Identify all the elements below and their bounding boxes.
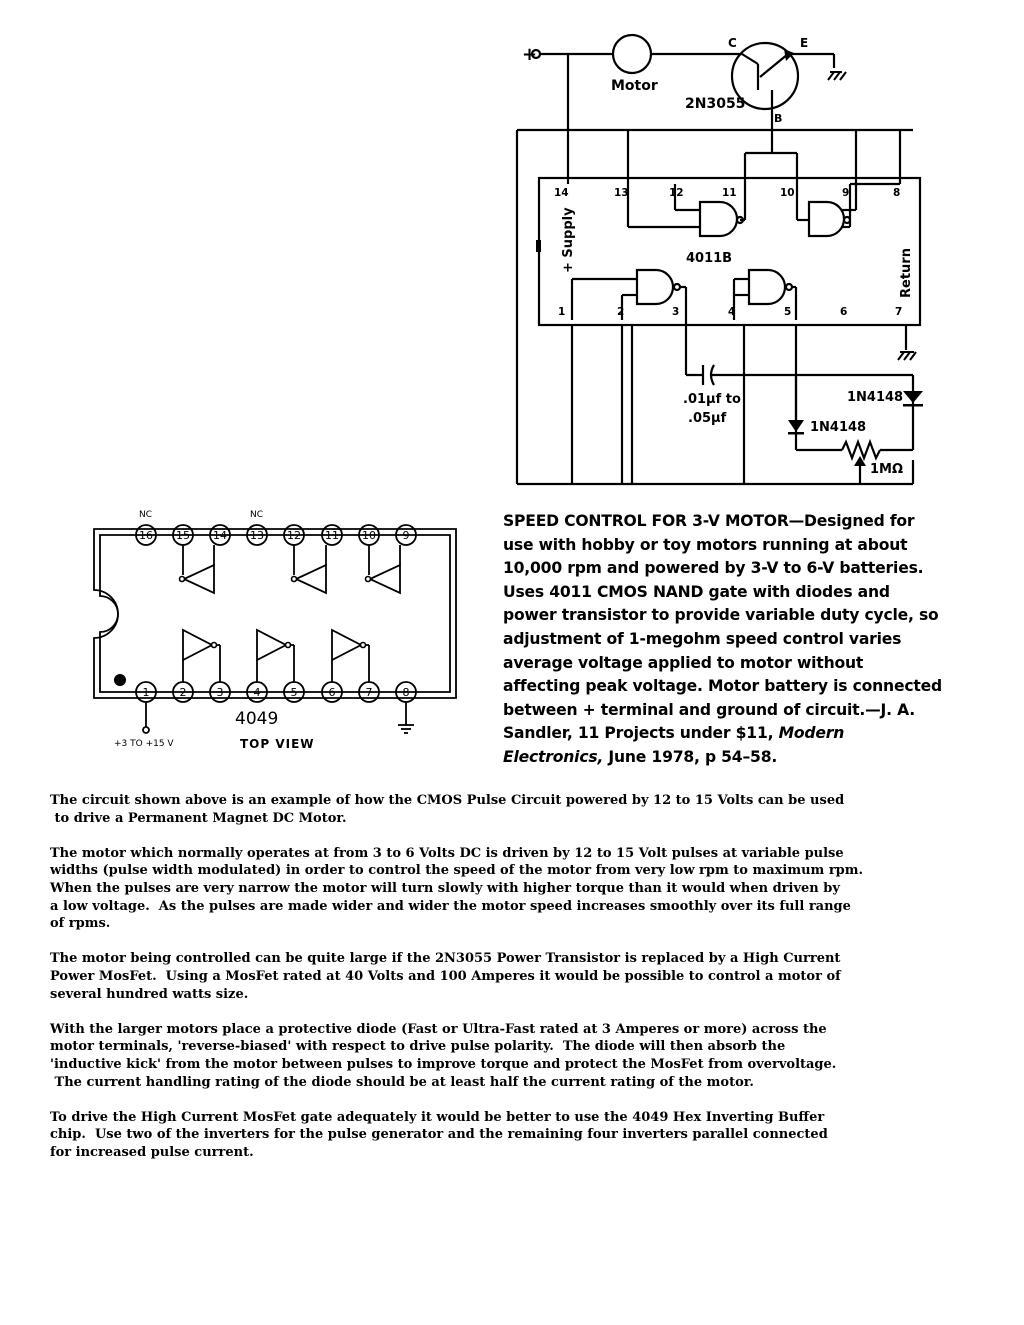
return-label: Return [899,248,914,298]
pin-number: 4 [728,306,736,318]
diode-lower-label: 1N4148 [810,420,867,435]
pot-value-label: 1MΩ [870,462,904,477]
motor-label: Motor [611,78,658,94]
pin-number: 3 [672,306,680,318]
pin-number: 2 [617,306,625,318]
caption-source: Modern Electronics, [503,724,845,766]
paragraph: With the larger motors place a protective diode (Fast or Ultra-Fast rated at 3 Amperes or more) across the motor terminals, 'reverse-biased' with respect to drive pulse polarity. The diode will then absorb the 'inductive kick' from the motor between pulses to improve torque and protect the MosFet from overvoltage. The current handling rating of the diode should be at least half the current rating of the motor. [50,1021,837,1090]
collector-label: C [728,36,737,50]
pin-number: 5 [784,306,792,318]
pin-number: 16 [139,529,153,542]
figure-caption [503,510,943,770]
supply-label: + Supply [561,207,576,273]
capacitor-value: .01μf to [683,392,741,407]
caption-text: SPEED CONTROL FOR 3-V MOTOR—Designed for use with hobby or toy motors running at about 10,000 rpm and powered by 3-V to 6-V batteries. Uses 4011 CMOS NAND gate with diodes and power transistor to provide variable duty cycle, so adjustment of 1-megohm speed control varies average voltage applied to motor without affecting peak voltage. Motor battery is connected between + terminal and ground of circuit.—J. A. Sandler, 11 Projects under $11, [503,512,942,743]
pin-number: 8 [893,187,901,199]
pin-number: 13 [614,187,629,199]
pin-number: 3 [216,686,224,699]
base-label: B [774,112,783,125]
article-body [50,792,950,1179]
pin-number: 6 [328,686,336,699]
capacitor-value: .05μf [688,411,727,426]
chip-4011-top-pins [554,187,900,199]
pin-number: 13 [250,529,264,542]
ic-part-label: 4049 [235,709,279,729]
diode-upper-label: 1N4148 [847,390,904,405]
pin-number: 1 [142,686,150,699]
pin-number: 14 [554,187,569,199]
pin-number: 1 [558,306,566,318]
pin-number: 7 [365,686,373,699]
pin-number: 7 [895,306,903,318]
pin-number: 9 [402,529,410,542]
pin-number: 9 [842,187,850,199]
pin-number: 11 [722,187,737,199]
pin-number: 2 [179,686,187,699]
pin-number: 12 [287,529,301,542]
emitter-label: E [800,36,809,50]
paragraph: The motor being controlled can be quite large if the 2N3055 Power Transistor is replaced by a High Current Power MosFet. Using a MosFet rated at 40 Volts and 100 Amperes it would be possible to control a motor of several hundred watts size. [50,951,841,1002]
pin-number: 10 [362,529,376,542]
paragraph: The circuit shown above is an example of how the CMOS Pulse Circuit powered by 12 to 15 Volts can be used to drive a Permanent Magnet DC Motor. [50,793,845,826]
pin-number: 15 [176,529,190,542]
paragraph: To drive the High Current MosFet gate adequately it would be better to use the 4049 Hex Inverting Buffer chip. Use two of the inverters for the pulse generator and the remaining four inverters parallel connected for increased pulse current. [50,1109,828,1160]
ic-4049-pinout-diagram [90,505,470,755]
pin-number: 10 [780,187,795,199]
pin-number: 4 [253,686,261,699]
chip-part-label: 4011B [686,251,733,266]
top-view-label: TOP VIEW [240,737,315,751]
chip-4011-bottom-pins [558,306,902,318]
paragraph: The motor which normally operates at from 3 to 6 Volts DC is driven by 12 to 15 Volt pulses at variable pulse widths (pulse width modulated) in order to control the speed of the motor from very low rpm to maximum rpm. When the pulses are very narrow the motor will turn slowly with higher torque than it would when driven by a low voltage. As the pulses are made wider and wider the motor speed increases smoothly over its full range of rpms. [50,845,864,932]
pin-number: 5 [290,686,298,699]
nc-label: NC [139,510,153,520]
pin-number: 8 [402,686,410,699]
pin-number: 11 [325,529,339,542]
pin-number: 6 [840,306,848,318]
transistor-label: 2N3055 [685,96,746,112]
plus-terminal: + [522,44,538,65]
caption-date: June 1978, p 54–58. [608,747,778,766]
pin-number: 14 [213,529,227,542]
nc-label: NC [250,510,264,520]
motor-speed-control-schematic [500,30,950,490]
supply-voltage-label: +3 TO +15 V [114,739,174,749]
pin-number: 12 [669,187,684,199]
